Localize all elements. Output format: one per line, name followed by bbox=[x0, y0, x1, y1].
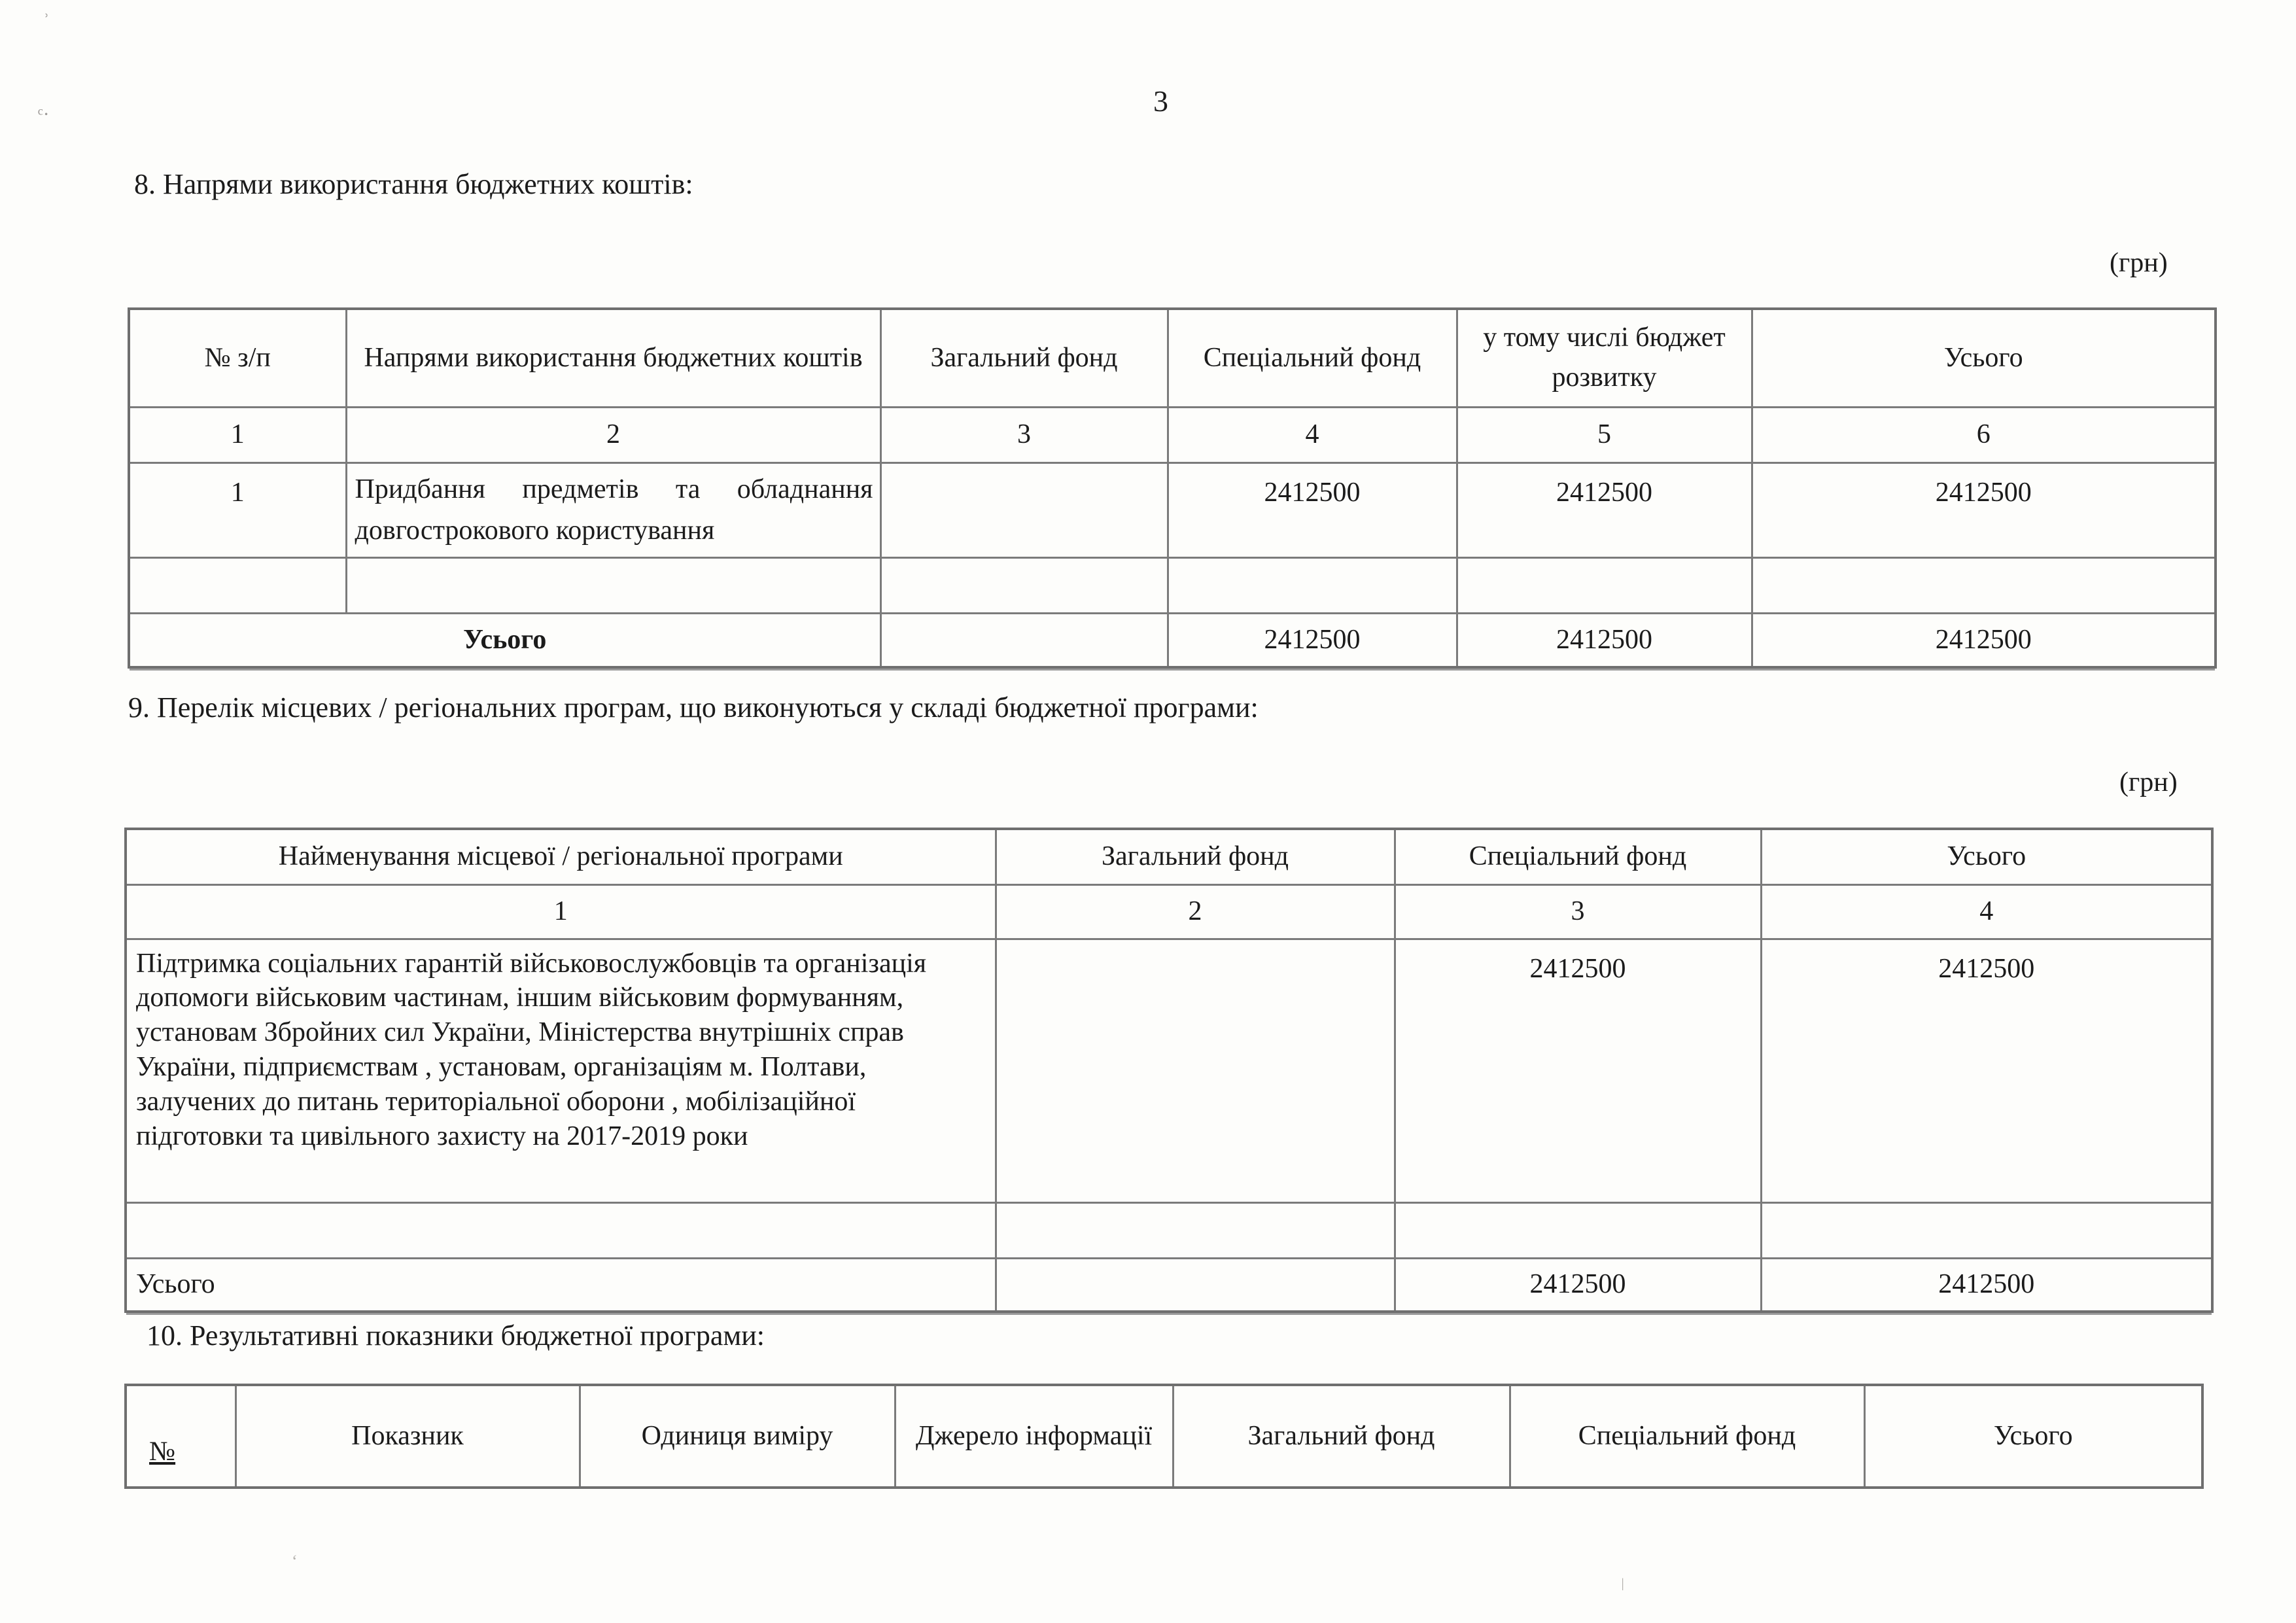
program-name-cell: Підтримка соціальних гарантій військовослужбовців та організація допомоги військовим частинам, іншим військовим формуванням, установам Збройних сил України, Міністерства внутрішніх справ України, підприємствам , установам, організаціям м. Полтави, залучених до питань територіальної оборони , мобілізаційної підготовки та цивільного захисту на 2017-2019 роки bbox=[126, 939, 996, 1202]
scan-speck: ʾ bbox=[43, 10, 50, 32]
total-cell: 2412500 bbox=[1761, 939, 2212, 1202]
special-fund-total: 2412500 bbox=[1395, 1258, 1761, 1312]
section-8-title: 8. Напрями використання бюджетних коштів: bbox=[134, 168, 693, 200]
totals-row bbox=[126, 1258, 2212, 1312]
total-total: 2412500 bbox=[1752, 613, 2216, 667]
empty-cell bbox=[1457, 557, 1752, 613]
col-header-development-budget: у тому числі бюджет розвитку bbox=[1457, 309, 1752, 407]
col-number: 3 bbox=[880, 407, 1168, 462]
empty-cell bbox=[129, 557, 346, 613]
col-header-general-fund: Загальний фонд bbox=[996, 829, 1395, 884]
special-fund-cell: 2412500 bbox=[1395, 939, 1761, 1202]
performance-indicators-table bbox=[124, 1384, 2204, 1489]
empty-cell bbox=[126, 1202, 996, 1258]
scan-speck: ᶜ· bbox=[38, 103, 50, 125]
col-number: 4 bbox=[1168, 407, 1457, 462]
col-number: 6 bbox=[1752, 407, 2216, 462]
special-fund-cell: 2412500 bbox=[1168, 462, 1457, 557]
general-fund-cell bbox=[996, 939, 1395, 1202]
col-number: 5 bbox=[1457, 407, 1752, 462]
col-header-directions: Напрями використання бюджетних коштів bbox=[346, 309, 880, 407]
page-number: 3 bbox=[1153, 84, 1169, 118]
col-header-special-fund: Спеціальний фонд bbox=[1510, 1385, 1864, 1488]
col-header-row-num: № з/п bbox=[129, 309, 346, 407]
section-9-title: 9. Перелік місцевих / регіональних програм, що виконуються у складі бюджетної програми: bbox=[128, 691, 1259, 724]
general-fund-total bbox=[880, 613, 1168, 667]
empty-cell bbox=[1761, 1202, 2212, 1258]
row-num-cell: 1 bbox=[129, 462, 346, 557]
col-header-program-name: Найменування місцевої / регіональної програми bbox=[126, 829, 996, 884]
development-budget-cell: 2412500 bbox=[1457, 462, 1752, 557]
col-number: 3 bbox=[1395, 884, 1761, 939]
regional-programs-table bbox=[124, 828, 2214, 1313]
col-header-info-source: Джерело інформації bbox=[895, 1385, 1173, 1488]
column-number-row bbox=[129, 407, 2216, 462]
development-budget-total: 2412500 bbox=[1457, 613, 1752, 667]
total-total: 2412500 bbox=[1761, 1258, 2212, 1312]
empty-cell bbox=[1395, 1202, 1761, 1258]
empty-row bbox=[126, 1202, 2212, 1258]
scan-speck: ǀ bbox=[1621, 1575, 1625, 1594]
col-header-general-fund: Загальний фонд bbox=[1173, 1385, 1510, 1488]
scan-speck: ʻ bbox=[292, 1552, 298, 1571]
col-header-general-fund: Загальний фонд bbox=[880, 309, 1168, 407]
col-header-num bbox=[126, 1385, 235, 1488]
table-row bbox=[129, 462, 2216, 557]
special-fund-total: 2412500 bbox=[1168, 613, 1457, 667]
currency-note-table2: (грн) bbox=[2119, 767, 2178, 797]
col-header-special-fund: Спеціальний фонд bbox=[1395, 829, 1761, 884]
totals-label: Усього bbox=[126, 1258, 996, 1312]
col-header-special-fund: Спеціальний фонд bbox=[1168, 309, 1457, 407]
col-number: 1 bbox=[129, 407, 346, 462]
col-number: 2 bbox=[346, 407, 880, 462]
direction-name-cell: Придбання предметів та обладнання довгострокового користування bbox=[346, 462, 880, 557]
total-cell: 2412500 bbox=[1752, 462, 2216, 557]
empty-cell bbox=[346, 557, 880, 613]
col-number: 2 bbox=[996, 884, 1395, 939]
empty-cell bbox=[996, 1202, 1395, 1258]
empty-cell bbox=[1752, 557, 2216, 613]
table-header-row bbox=[126, 1385, 2202, 1488]
table-header-row bbox=[129, 309, 2216, 407]
empty-cell bbox=[880, 557, 1168, 613]
col-header-indicator: Показник bbox=[235, 1385, 580, 1488]
col-number: 1 bbox=[126, 884, 996, 939]
table-header-row bbox=[126, 829, 2212, 884]
directions-of-use-table bbox=[128, 307, 2217, 669]
totals-row bbox=[129, 613, 2216, 667]
column-number-row bbox=[126, 884, 2212, 939]
num-sign: № bbox=[149, 1437, 176, 1467]
col-number: 4 bbox=[1761, 884, 2212, 939]
col-header-total: Усього bbox=[1864, 1385, 2202, 1488]
col-header-unit: Одиниця виміру bbox=[580, 1385, 895, 1488]
empty-row bbox=[129, 557, 2216, 613]
col-header-total: Усього bbox=[1752, 309, 2216, 407]
general-fund-total bbox=[996, 1258, 1395, 1312]
empty-cell bbox=[1168, 557, 1457, 613]
general-fund-cell bbox=[880, 462, 1168, 557]
section-10-title: 10. Результативні показники бюджетної програми: bbox=[147, 1319, 765, 1352]
totals-label: Усього bbox=[129, 613, 880, 667]
currency-note-table1: (грн) bbox=[2110, 248, 2168, 278]
col-header-total: Усього bbox=[1761, 829, 2212, 884]
table-row bbox=[126, 939, 2212, 1202]
